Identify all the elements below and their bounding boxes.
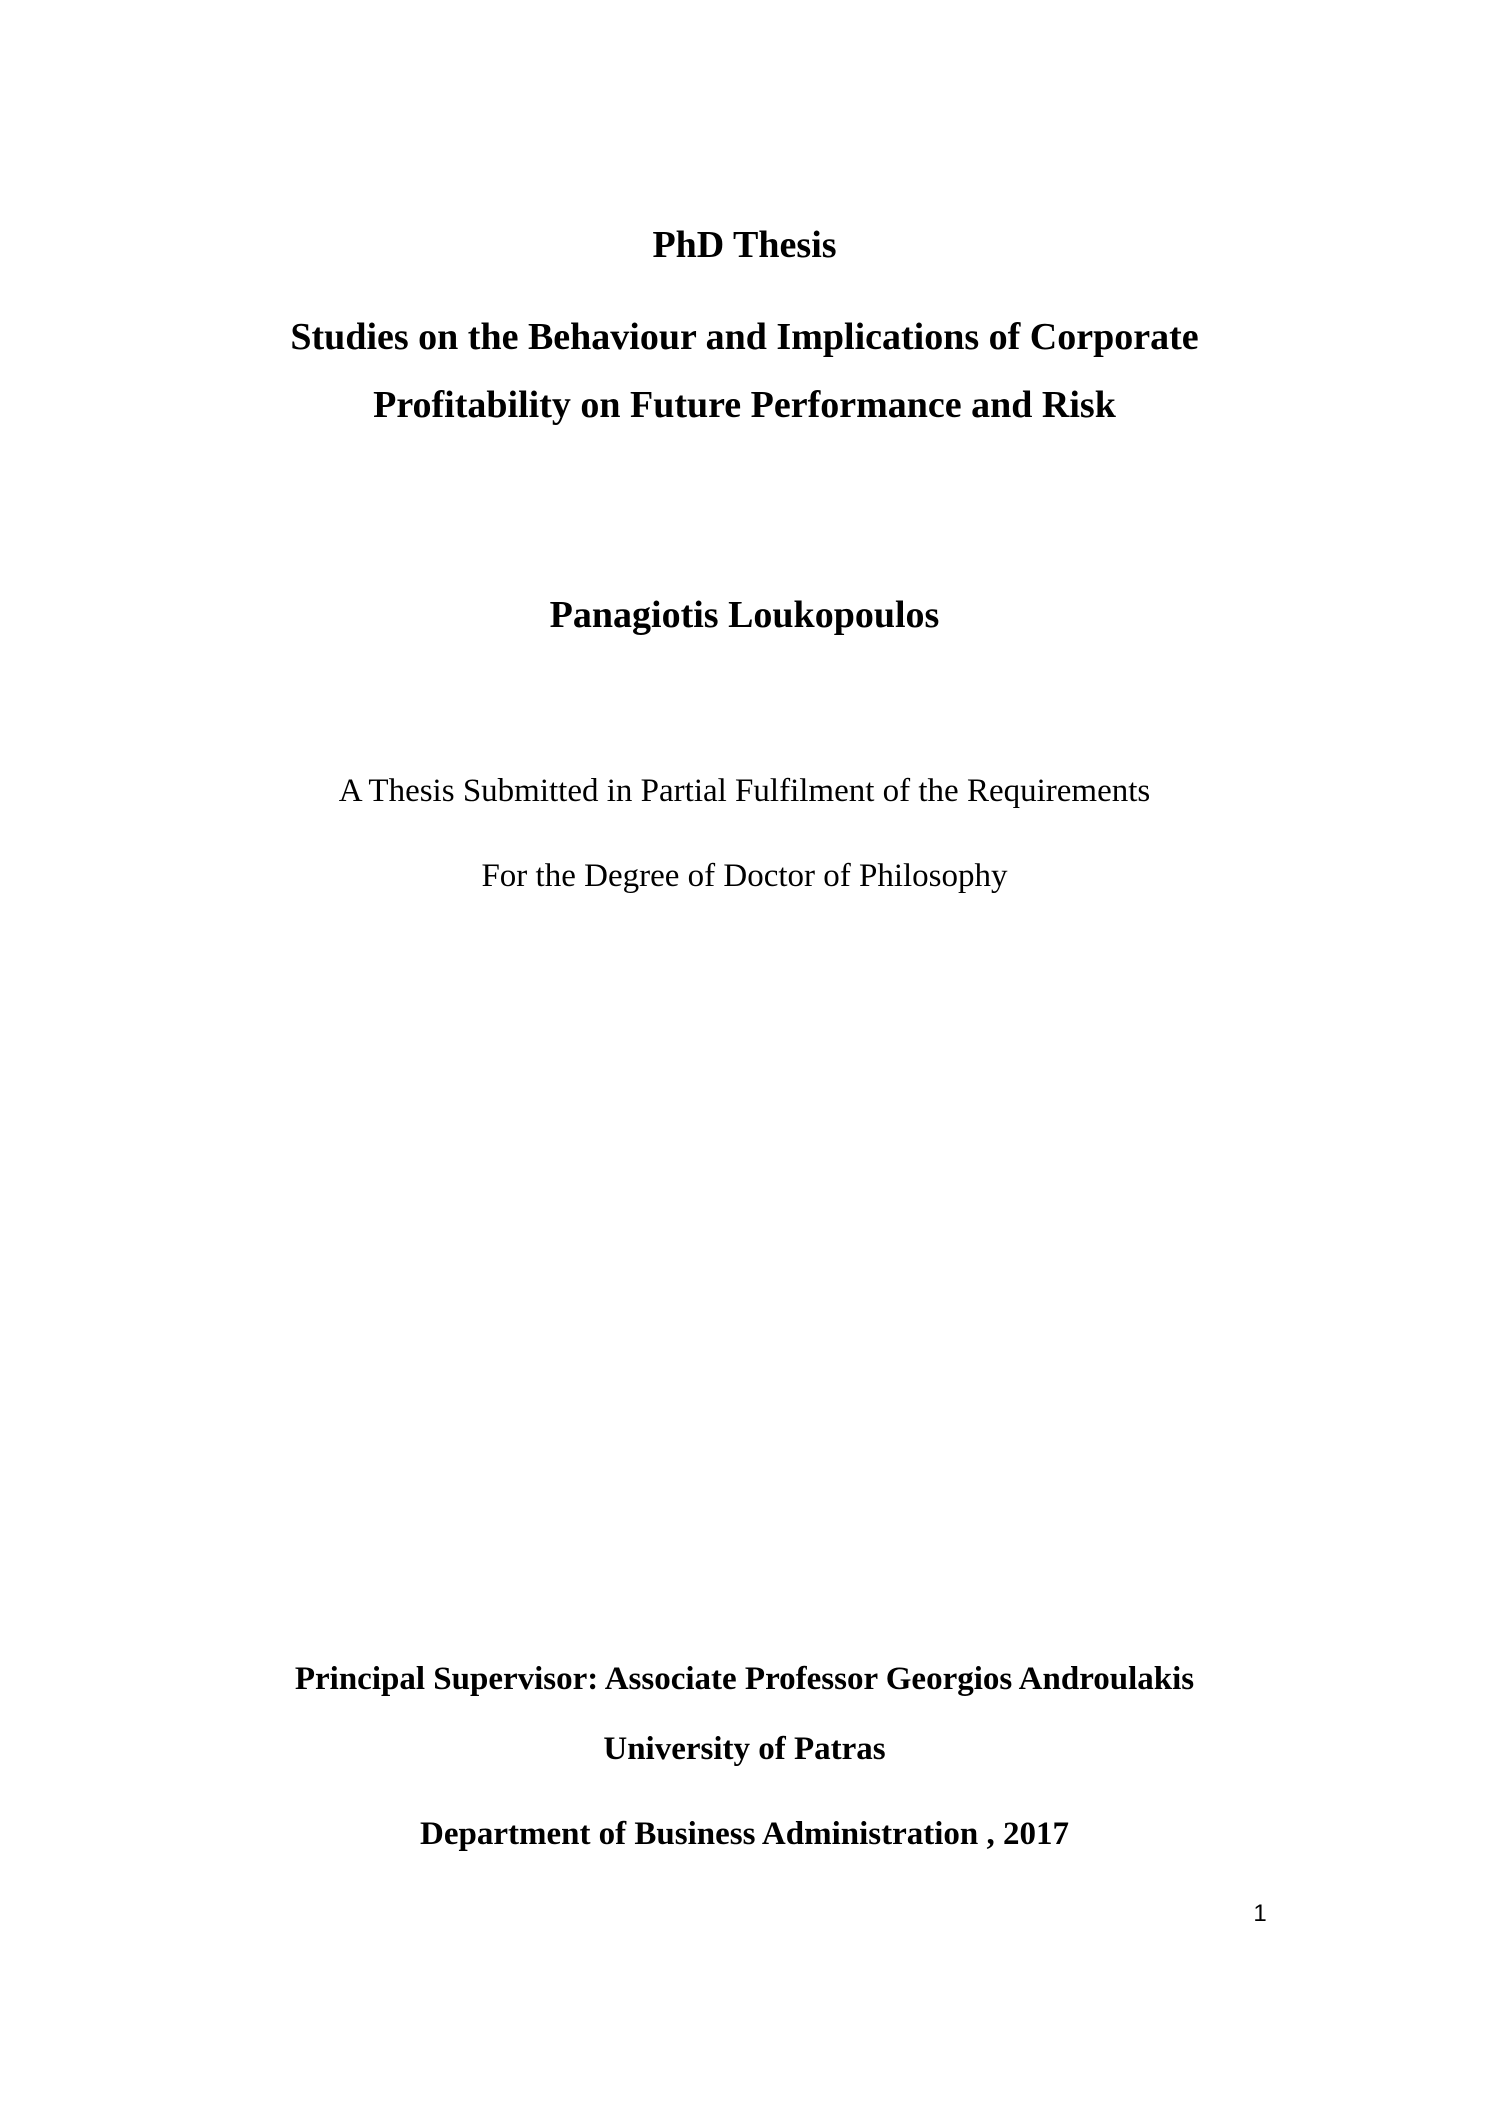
thesis-title-line-1: Studies on the Behaviour and Implications of Corporate <box>290 316 1199 358</box>
submission-statement-line-1: A Thesis Submitted in Partial Fulfilment of the Requirements <box>338 773 1151 809</box>
university-name: University of Patras <box>603 1731 886 1767</box>
page-number: 1 <box>1253 1900 1267 1927</box>
thesis-title-line-2: Profitability on Future Performance and Risk <box>373 384 1116 426</box>
author-name: Panagiotis Loukopoulos <box>549 594 940 636</box>
principal-supervisor: Principal Supervisor: Associate Professor Georgios Androulakis <box>294 1661 1195 1697</box>
document-type: PhD Thesis <box>652 224 837 266</box>
department-and-year: Department of Business Administration , 2017 <box>419 1816 1070 1852</box>
submission-statement-line-2: For the Degree of Doctor of Philosophy <box>481 858 1008 894</box>
